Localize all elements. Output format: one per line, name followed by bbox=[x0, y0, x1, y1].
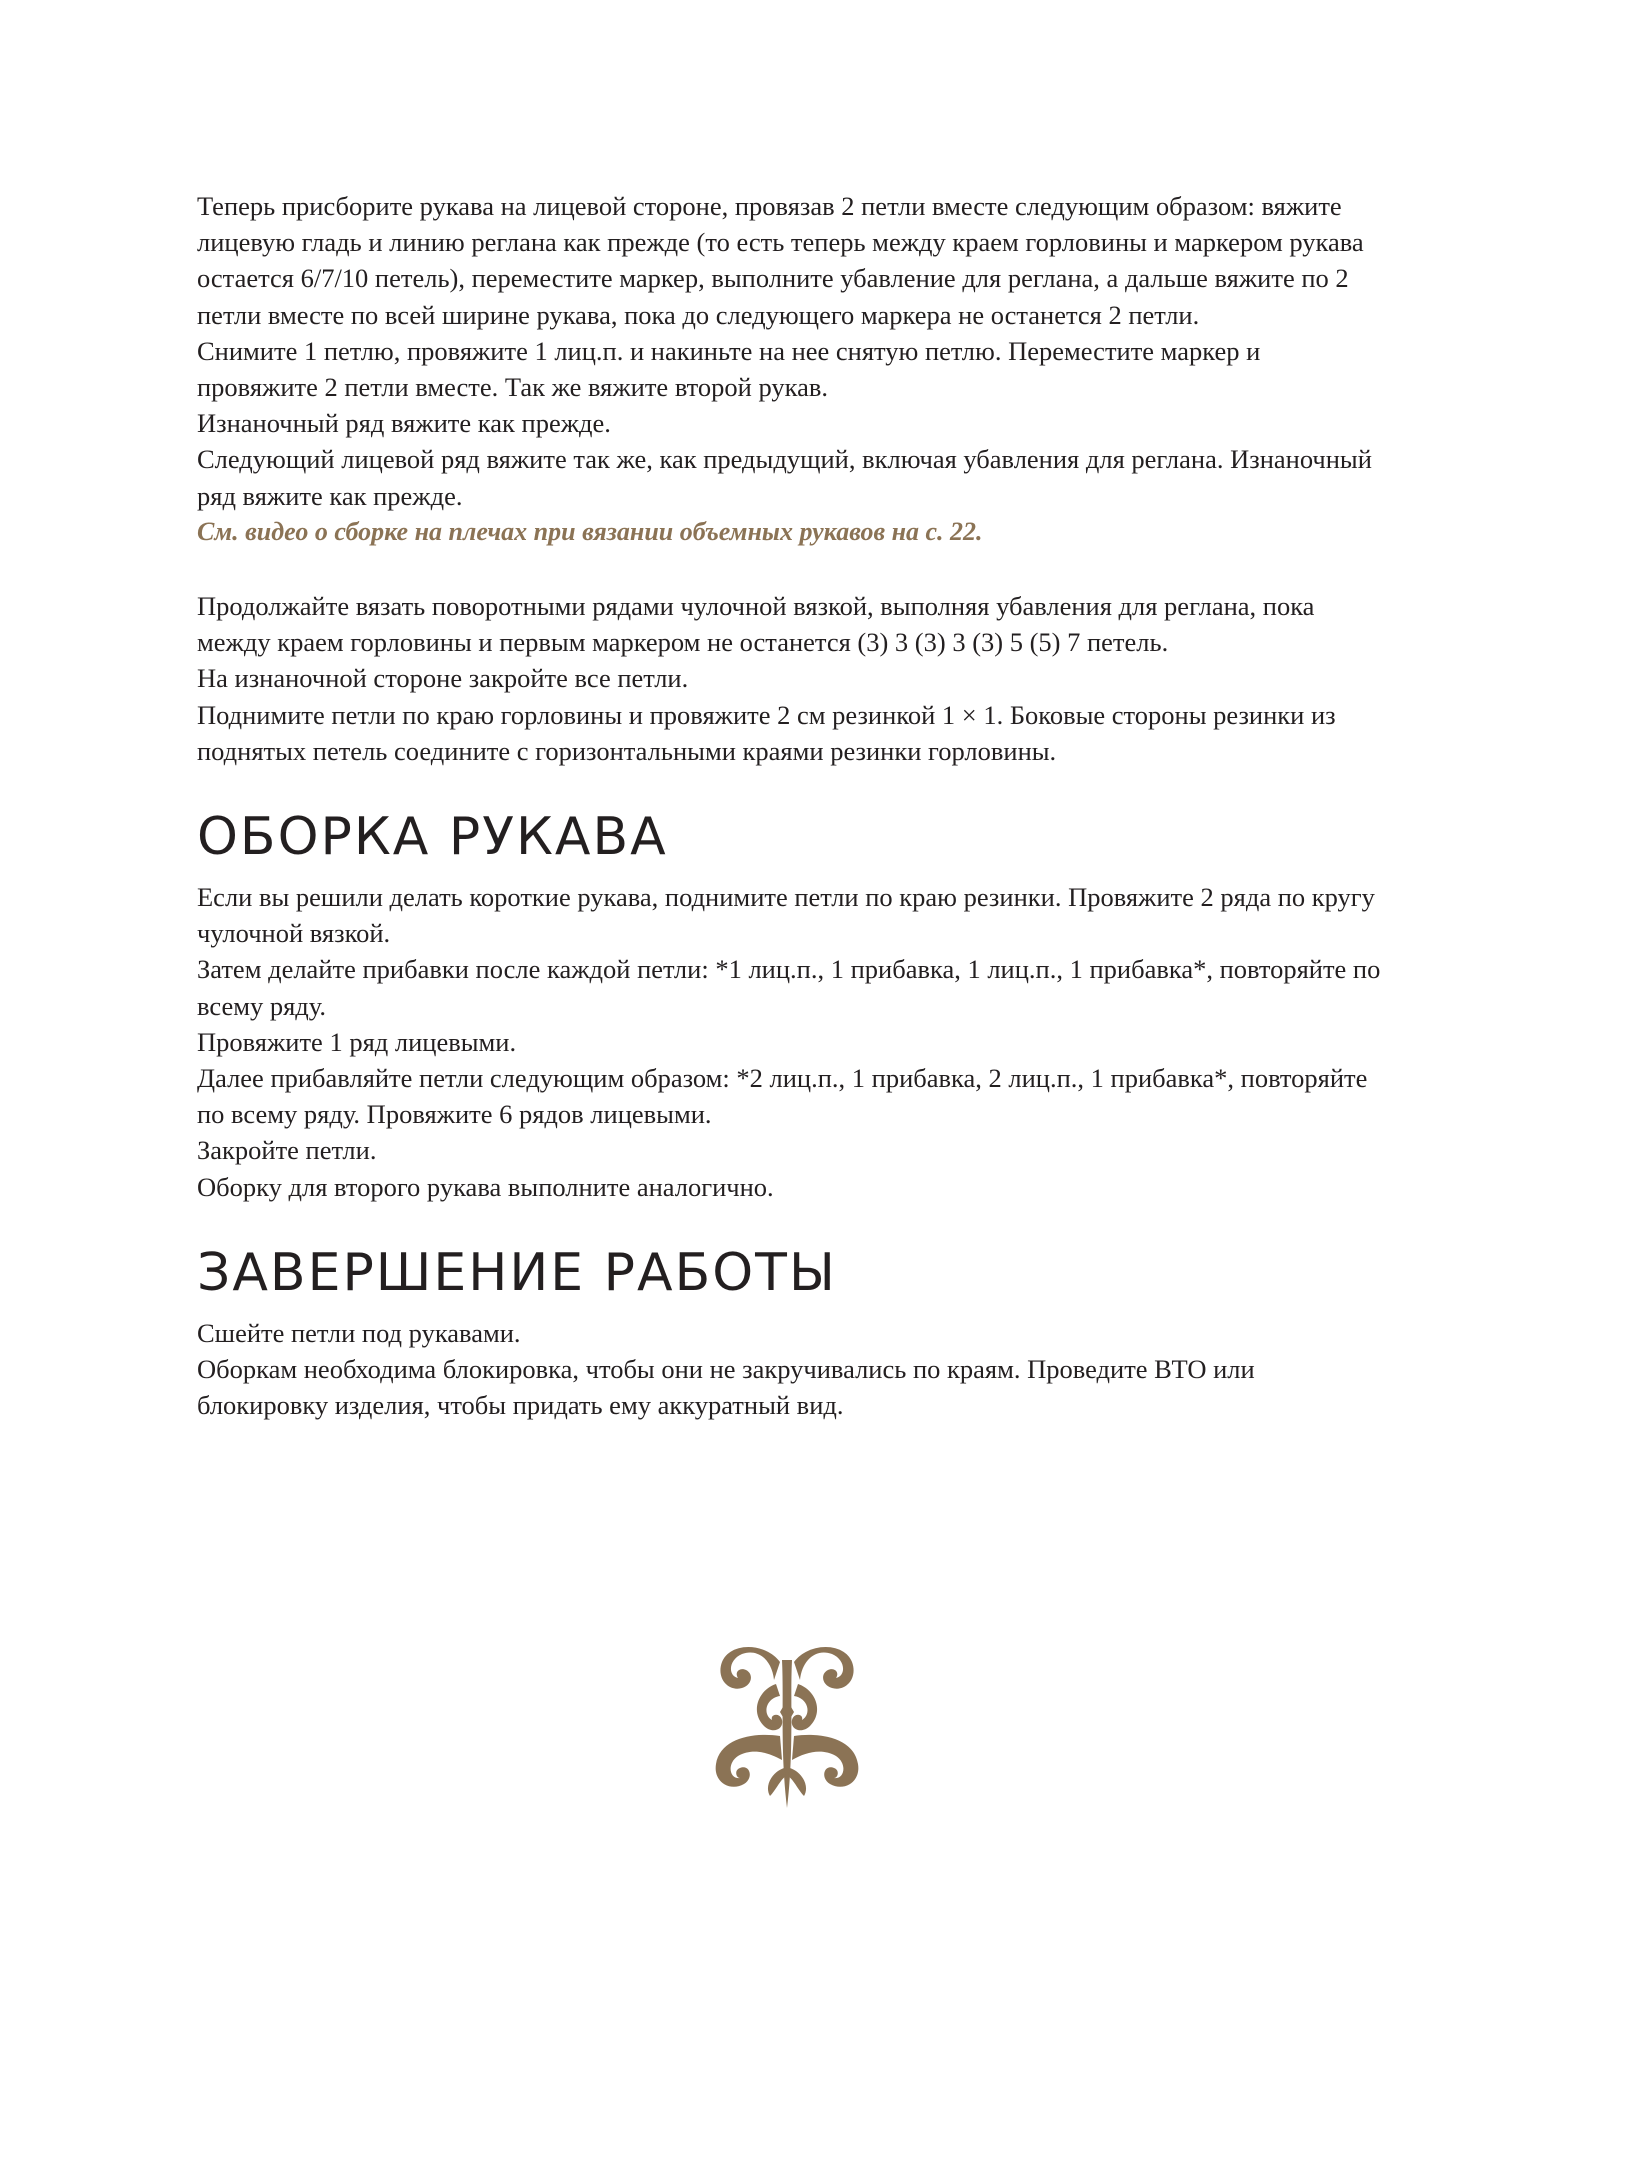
intro-section bbox=[197, 188, 1387, 550]
finish-heading: ЗАВЕРШЕНИЕ РАБОТЫ bbox=[197, 1242, 837, 1303]
continue-paragraph-3: Поднимите петли по краю горловины и провяжите 2 см резинкой 1 × 1. Боковые стороны резинки из поднятых петель соедините с горизонтальными краями резинки горловины. bbox=[197, 699, 1336, 766]
ruffle-paragraph-1: Если вы решили делать короткие рукава, поднимите петли по краю резинки. Провяжите 2 ряда по кругу чулочной вязкой. bbox=[197, 882, 1375, 949]
finish-section bbox=[197, 1243, 1387, 1424]
ruffle-paragraph-5: Закройте петли. bbox=[197, 1135, 377, 1166]
intro-paragraph-4: Следующий лицевой ряд вяжите так же, как предыдущий, включая убавления для реглана. Изнаночный ряд вяжите как прежде. bbox=[197, 444, 1372, 511]
ruffle-paragraph-2: Затем делайте прибавки после каждой петли: *1 лиц.п., 1 прибавка, 1 лиц.п., 1 прибавка*, повторяйте по всему ряду. bbox=[197, 954, 1381, 1021]
continue-paragraph-1: Продолжайте вязать поворотными рядами чулочной вязкой, выполняя убавления для реглана, пока между краем горловины и первым маркером не останется (3) 3 (3) 3 (3) 5 (5) 7 петель. bbox=[197, 591, 1315, 658]
ruffle-paragraph-6: Оборку для второго рукава выполните аналогично. bbox=[197, 1171, 774, 1202]
ornament-icon bbox=[710, 1640, 865, 1812]
video-reference: См. видео о сборке на плечах при вязании объемных рукавов на с. 22. bbox=[197, 516, 983, 546]
ruffle-paragraph-4: Далее прибавляйте петли следующим образом: *2 лиц.п., 1 прибавка, 2 лиц.п., 1 прибавка*, повторяйте по всему ряду. Провяжите 6 рядов лицевыми. bbox=[197, 1063, 1368, 1130]
ruffle-heading: ОБОРКА РУКАВА bbox=[197, 807, 668, 868]
ruffle-section bbox=[197, 807, 1387, 1205]
finish-paragraph-2: Оборкам необходима блокировка, чтобы они не закручивались по краям. Проведите ВТО или блокировку изделия, чтобы придать ему аккуратный вид. bbox=[197, 1354, 1255, 1421]
finish-paragraph-1: Сшейте петли под рукавами. bbox=[197, 1317, 521, 1348]
intro-paragraph-2: Снимите 1 петлю, провяжите 1 лиц.п. и накиньте на нее снятую петлю. Переместите маркер и провяжите 2 петли вместе. Так же вяжите второй рукав. bbox=[197, 335, 1261, 403]
page-content bbox=[197, 188, 1387, 1423]
ruffle-paragraph-3: Провяжите 1 ряд лицевыми. bbox=[197, 1026, 517, 1057]
intro-paragraph-3: Изнаночный ряд вяжите как прежде. bbox=[197, 408, 611, 439]
continue-section bbox=[197, 588, 1387, 769]
continue-paragraph-2: На изнаночной стороне закройте все петли. bbox=[197, 663, 689, 694]
intro-paragraph-1: Теперь присборите рукава на лицевой стороне, провязав 2 петли вместе следующим образом: вяжите лицевую гладь и линию реглана как прежде (то есть теперь между краем горловины и маркером рукава остается 6/7/10 петель), переместите маркер, выполните убавление для реглана, а дальше вяжите по 2 петли вместе по всей ширине рукава, пока до следующего маркера не останется 2 петли. bbox=[197, 191, 1364, 330]
